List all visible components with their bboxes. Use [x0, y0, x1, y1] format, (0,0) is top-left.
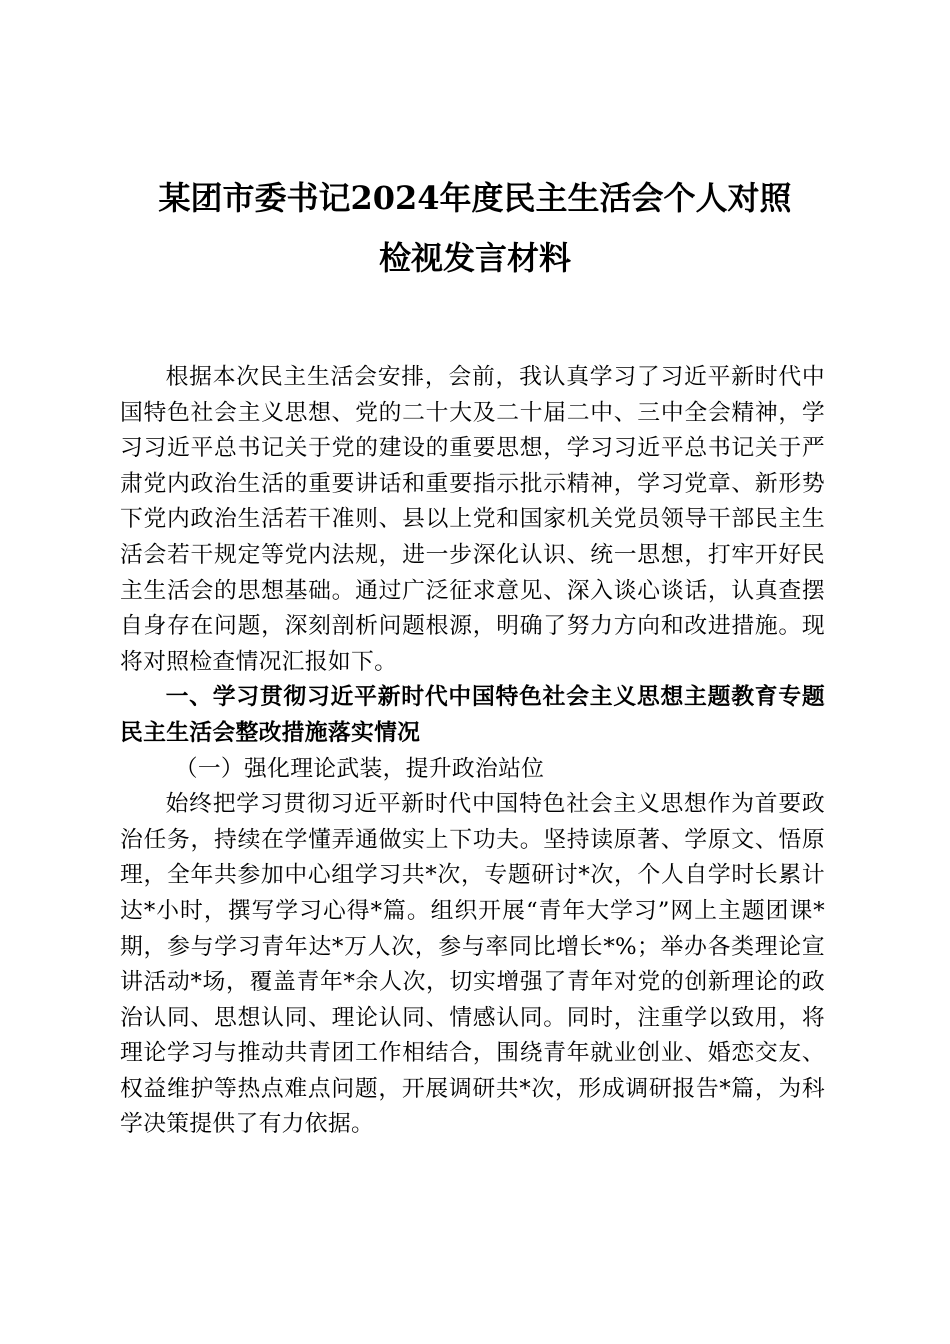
subsection-1-paragraph: 始终把学习贯彻习近平新时代中国特色社会主义思想作为首要政治任务，持续在学懂弄通做实上下功夫。坚持读原著、学原文、悟原理，全年共参加中心组学习共*次，专题研讨*次，个人自学时长累计达*小时，撰写学习心得*篇。组织开展“青年大学习”网上主题团课*期，参与学习青年达*万人次，参与率同比增长*%；举办各类理论宣讲活动*场，覆盖青年*余人次，切实增强了青年对党的创新理论的政治认同、思想认同、理论认同、情感认同。同时，注重学以致用，将理论学习与推动共青团工作相结合，围绕青年就业创业、婚恋交友、权益维护等热点难点问题，开展调研共*次，形成调研报告*篇，为科学决策提供了有力依据。 [120, 791, 825, 1138]
document-title-line-2: 检视发言材料 [378, 239, 571, 277]
document-body [120, 360, 825, 1143]
document-title [100, 168, 850, 288]
section-1-heading: 一、学习贯彻习近平新时代中国特色社会主义思想主题教育专题民主生活会整改措施落实情况 [120, 684, 825, 746]
document-title-line-1: 某团市委书记2024年度民主生活会个人对照 [158, 179, 792, 217]
intro-paragraph: 根据本次民主生活会安排，会前，我认真学习了习近平新时代中国特色社会主义思想、党的二十大及二十届二中、三中全会精神，学习习近平总书记关于党的建设的重要思想，学习习近平总书记关于严肃党内政治生活的重要讲话和重要指示批示精神，学习党章、新形势下党内政治生活若干准则、县以上党和国家机关党员领导干部民主生活会若干规定等党内法规，进一步深化认识、统一思想，打牢开好民主生活会的思想基础。通过广泛征求意见、深入谈心谈话，认真查摆自身存在问题，深刻剖析问题根源，明确了努力方向和改进措施。现将对照检查情况汇报如下。 [120, 364, 825, 675]
subsection-1-heading: （一）强化理论武装，提升政治站位 [174, 755, 545, 782]
